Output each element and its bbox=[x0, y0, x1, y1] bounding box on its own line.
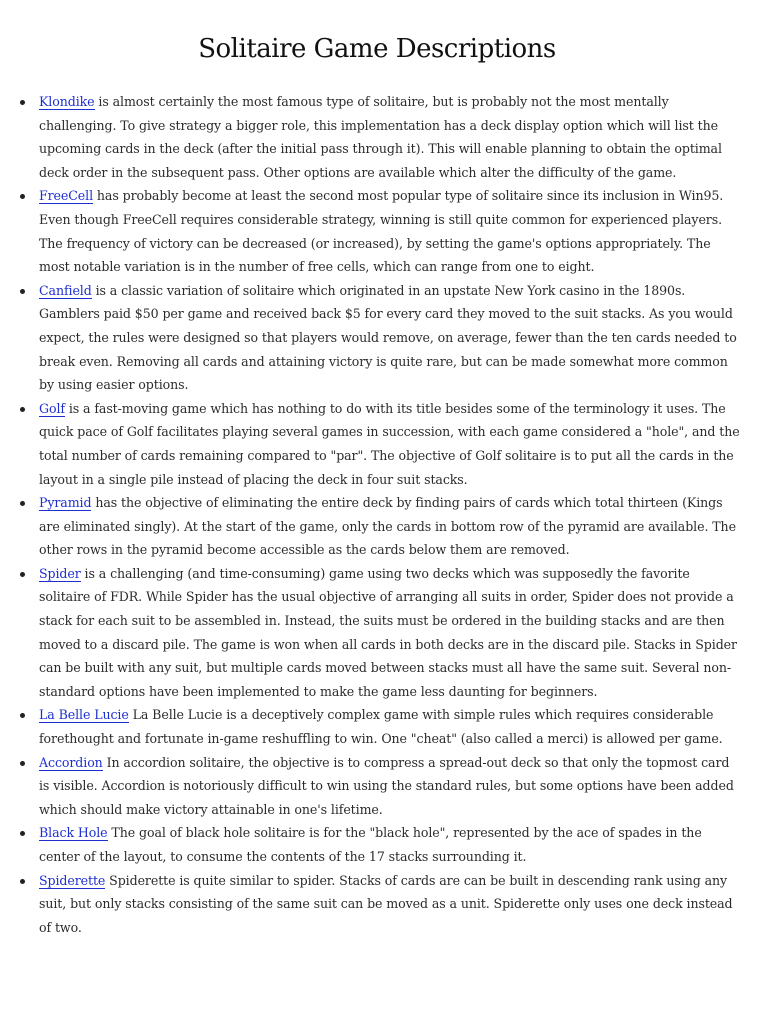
game-list bbox=[14, 90, 740, 939]
description-spider: is a challenging (and time-consuming) game using two decks which was supposedly the favorite solitaire of FDR. While Spider has the usual objective of arranging all suits in order, Spider does not provide a stack for each suit to be assembled in. Instead, the suits must be ordered in the building stacks and are then moved to a discard pile. The game is won when all cards in both decks are in the discard pile. Stacks in Spider can be built with any suit, but multiple cards moved between stacks must all have the same suit. Several non-standard options have been implemented to make the game less daunting for beginners. bbox=[39, 565, 737, 699]
link-accordion[interactable]: Accordion bbox=[39, 754, 103, 770]
description-pyramid: has the objective of eliminating the entire deck by finding pairs of cards which total thirteen (Kings are eliminated singly). At the start of the game, only the cards in bottom row of the pyramid are available. The other rows in the pyramid become accessible as the cards below them are removed. bbox=[39, 495, 736, 558]
description-klondike: is almost certainly the most famous type of solitaire, but is probably not the most mentally challenging. To give strategy a bigger role, this implementation has a deck display option which will list the upcoming cards in the deck (after the initial pass through it). This will enable planning to obtain the optimal deck order in the subsequent pass. Other options are available which alter the difficulty of the game. bbox=[39, 94, 722, 180]
list-item-pyramid bbox=[14, 491, 740, 562]
bullet-icon bbox=[20, 501, 25, 506]
bullet-icon bbox=[20, 194, 25, 199]
list-item-canfield bbox=[14, 279, 740, 397]
list-item-golf bbox=[14, 397, 740, 491]
bullet-icon bbox=[20, 761, 25, 766]
link-spider[interactable]: Spider bbox=[39, 565, 81, 581]
description-black-hole: The goal of black hole solitaire is for the "black hole", represented by the ace of spades in the center of the layout, to consume the contents of the 17 stacks surrounding it. bbox=[39, 825, 702, 864]
list-item-accordion bbox=[14, 751, 740, 822]
list-item-klondike bbox=[14, 90, 740, 184]
bullet-icon bbox=[20, 100, 25, 105]
bullet-icon bbox=[20, 879, 25, 884]
link-spiderette[interactable]: Spiderette bbox=[39, 872, 106, 888]
description-golf: is a fast-moving game which has nothing to do with its title besides some of the terminology it uses. The quick pace of Golf facilitates playing several games in succession, with each game considered a "hole", and the total number of cards remaining compared to "par". The objective of Golf solitaire is to put all the cards in the layout in a single pile instead of placing the deck in four suit stacks. bbox=[39, 400, 740, 487]
description-la-belle-lucie: La Belle Lucie is a deceptively complex game with simple rules which requires considerable forethought and fortunate in-game reshuffling to win. One "cheat" (also called a merci) is allowed per game. bbox=[39, 707, 723, 747]
bullet-icon bbox=[20, 831, 25, 836]
link-black-hole[interactable]: Black Hole bbox=[39, 825, 108, 841]
list-item-spiderette bbox=[14, 869, 740, 940]
link-la-belle-lucie[interactable]: La Belle Lucie bbox=[39, 707, 129, 723]
bullet-icon bbox=[20, 407, 25, 412]
description-canfield: is a classic variation of solitaire which originated in an upstate New York casino in the 1890s. Gamblers paid $50 per game and received back $5 for every card they moved to the suit stacks. As you would expect, the rules were designed so that players would remove, on average, fewer than the ten cards needed to break even. Removing all cards and attaining victory is quite rare, but can be made somewhat more common by using easier options. bbox=[39, 282, 737, 393]
bullet-icon bbox=[20, 289, 25, 294]
page-title: Solitaire Game Descriptions bbox=[198, 34, 556, 64]
bullet-icon bbox=[20, 713, 25, 718]
list-item-spider bbox=[14, 562, 740, 704]
link-golf[interactable]: Golf bbox=[39, 400, 65, 416]
list-item-freecell bbox=[14, 184, 740, 278]
list-item-black-hole bbox=[14, 821, 740, 868]
link-pyramid[interactable]: Pyramid bbox=[39, 495, 92, 511]
link-canfield[interactable]: Canfield bbox=[39, 282, 92, 298]
description-freecell: has probably become at least the second most popular type of solitaire since its inclusion in Win95. Even though FreeCell requires considerable strategy, winning is still quite common for experienced players. The frequency of victory can be decreased (or increased), by setting the game's options appropriately. The most notable variation is in the number of free cells, which can range from one to eight. bbox=[39, 188, 724, 275]
description-spiderette: Spiderette is quite similar to spider. Stacks of cards are can be built in descending rank using any suit, but only stacks consisting of the same suit can be moved as a unit. Spiderette only uses one deck instead of two. bbox=[39, 872, 733, 935]
bullet-icon bbox=[20, 572, 25, 577]
link-freecell[interactable]: FreeCell bbox=[39, 188, 94, 204]
description-accordion: In accordion solitaire, the objective is to compress a spread-out deck so that only the topmost card is visible. Accordion is notoriously difficult to win using the standard rules, but some options have been added which should make victory attainable in one's lifetime. bbox=[39, 754, 734, 817]
list-item-la-belle-lucie bbox=[14, 703, 740, 750]
link-klondike[interactable]: Klondike bbox=[39, 94, 95, 109]
